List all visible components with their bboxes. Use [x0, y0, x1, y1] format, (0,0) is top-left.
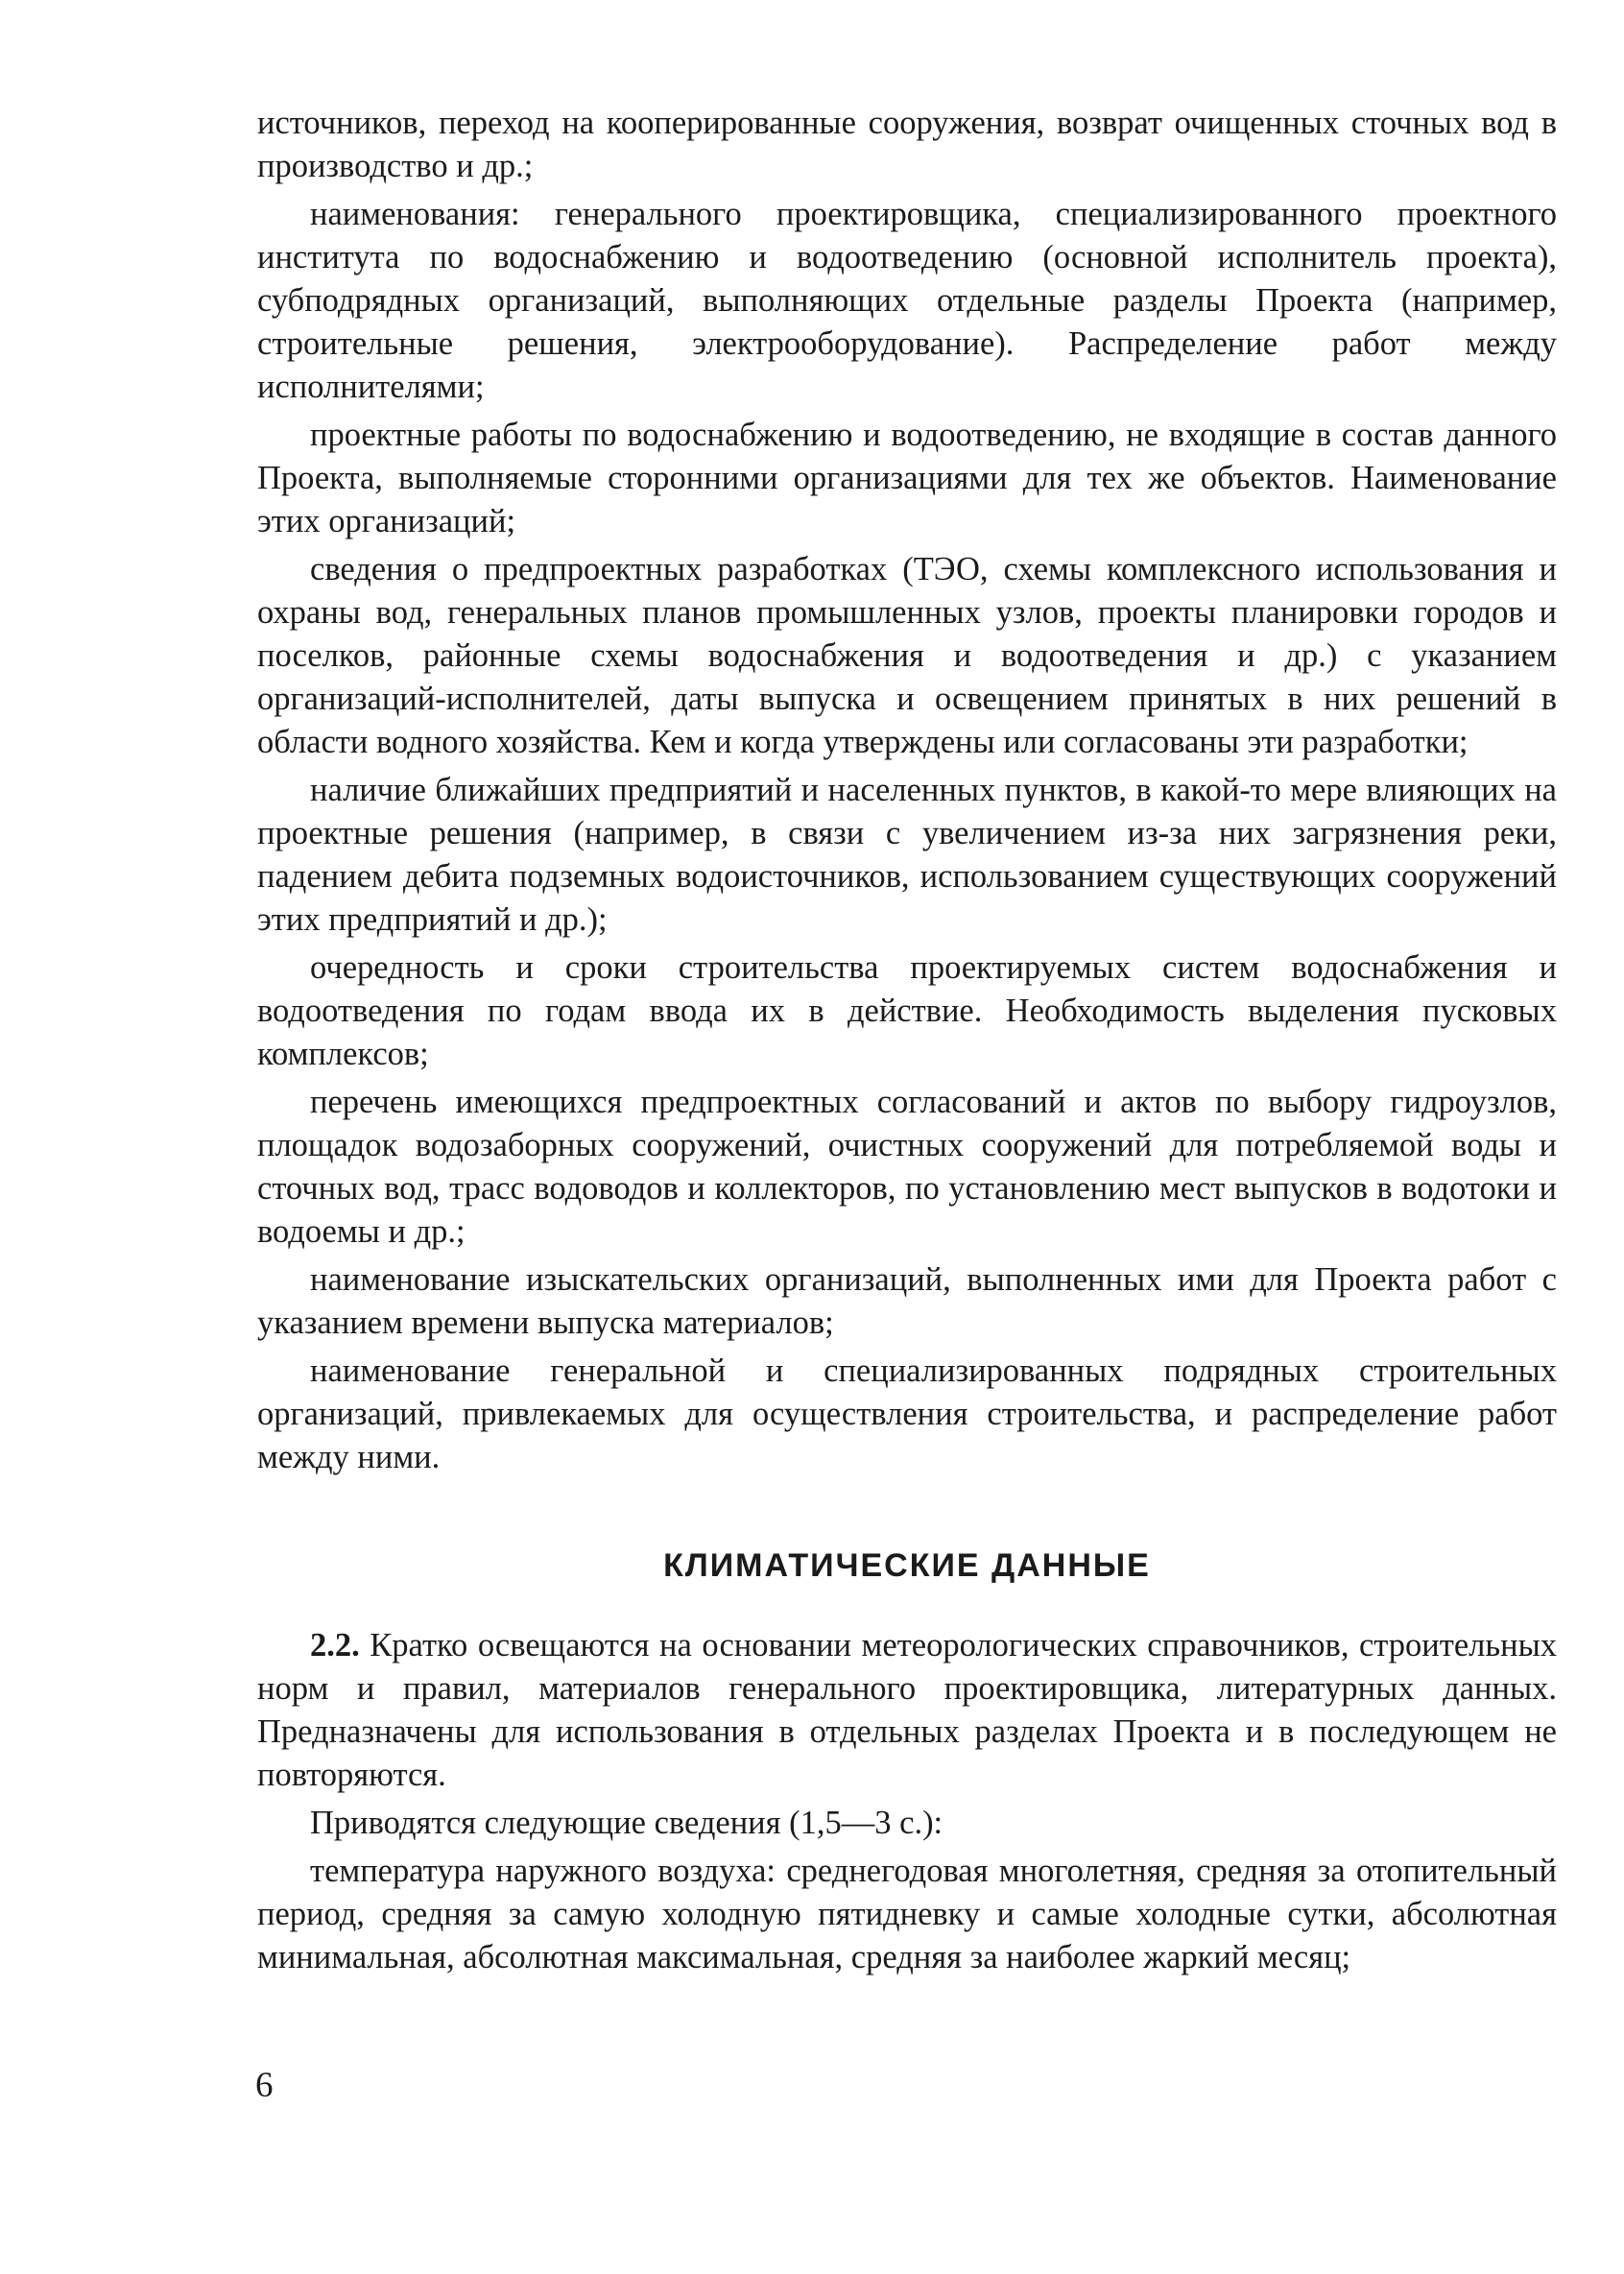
paragraph-info-list-intro: Приводятся следующие сведения (1,5—3 с.):: [310, 1805, 943, 1841]
section-intro-text: Кратко освещаются на основании метеорологических справочников, строительных норм и правил, материалов генерального проектировщика, литературных данных. Предназначены для использования в отдельных разделах Проекта и в последующем не повторяются.: [257, 1627, 1558, 1793]
paragraph-contractor-names: наименования: генерального проектировщика, специализированного проектного института по водоснабжению и водоотведению (основной исполнитель проекта), субподрядных организаций, выполняющих отдельные разделы Проекта (например, строительные решения, электрооборудование). Распределение работ между исполнителями;: [257, 196, 1557, 405]
page-body: [257, 102, 1557, 1984]
paragraph-section-intro: [257, 1624, 1557, 1797]
section-number: 2.2.: [310, 1627, 360, 1664]
paragraph-nearby-enterprises: наличие ближайших предприятий и населенных пунктов, в какой-то мере влияющих на проектные решения (например, в связи с увеличением из-за них загрязнения реки, падением дебита подземных водоисточников, использованием существующих сооружений этих предприятий и др.);: [257, 772, 1557, 938]
section-heading-climate: КЛИМАТИЧЕСКИЕ ДАННЫЕ: [663, 1547, 1151, 1584]
paragraph-construction-organizations: наименование генеральной и специализированных подрядных строительных организаций, привлекаемых для осуществления строительства, и распределение работ между ними.: [257, 1352, 1557, 1475]
paragraph-external-works: проектные работы по водоснабжению и водоотведению, не входящие в состав данного Проекта, выполняемые сторонними организациями для тех же объектов. Наименование этих организаций;: [257, 417, 1557, 539]
paragraph-preproject-studies: сведения о предпроектных разработках (ТЭО, схемы комплексного использования и охраны вод, генеральных планов промышленных узлов, проекты планировки городов и поселков, районные схемы водоснабжения и водоотведения и др.) с указанием организаций-исполнителей, даты выпуска и освещением принятых в них решений в области водного хозяйства. Кем и когда утверждены или согласованы эти разработки;: [257, 551, 1557, 760]
paragraph-air-temperature: температура наружного воздуха: среднегодовая многолетняя, средняя за отопительный период, средняя за самую холодную пятидневку и самые холодные сутки, абсолютная минимальная, абсолютная максимальная, средняя за наиболее жаркий месяц;: [257, 1853, 1557, 1975]
paragraph-survey-organizations: наименование изыскательских организаций, выполненных ими для Проекта работ с указанием времени выпуска материалов;: [257, 1261, 1557, 1341]
paragraph-approvals-list: перечень имеющихся предпроектных согласований и актов по выбору гидроузлов, площадок водозаборных сооружений, очистных сооружений для потребляемой воды и сточных вод, трасс водоводов и коллекторов, по установлению мест выпусков в водотоки и водоемы и др.;: [257, 1084, 1557, 1250]
paragraph-continuation: источников, переход на кооперированные сооружения, возврат очищенных сточных вод в производство и др.;: [257, 105, 1557, 184]
paragraph-construction-schedule: очередность и сроки строительства проектируемых систем водоснабжения и водоотведения по годам ввода их в действие. Необходимость выделения пусковых комплексов;: [257, 949, 1557, 1072]
page-number: 6: [255, 2066, 274, 2105]
